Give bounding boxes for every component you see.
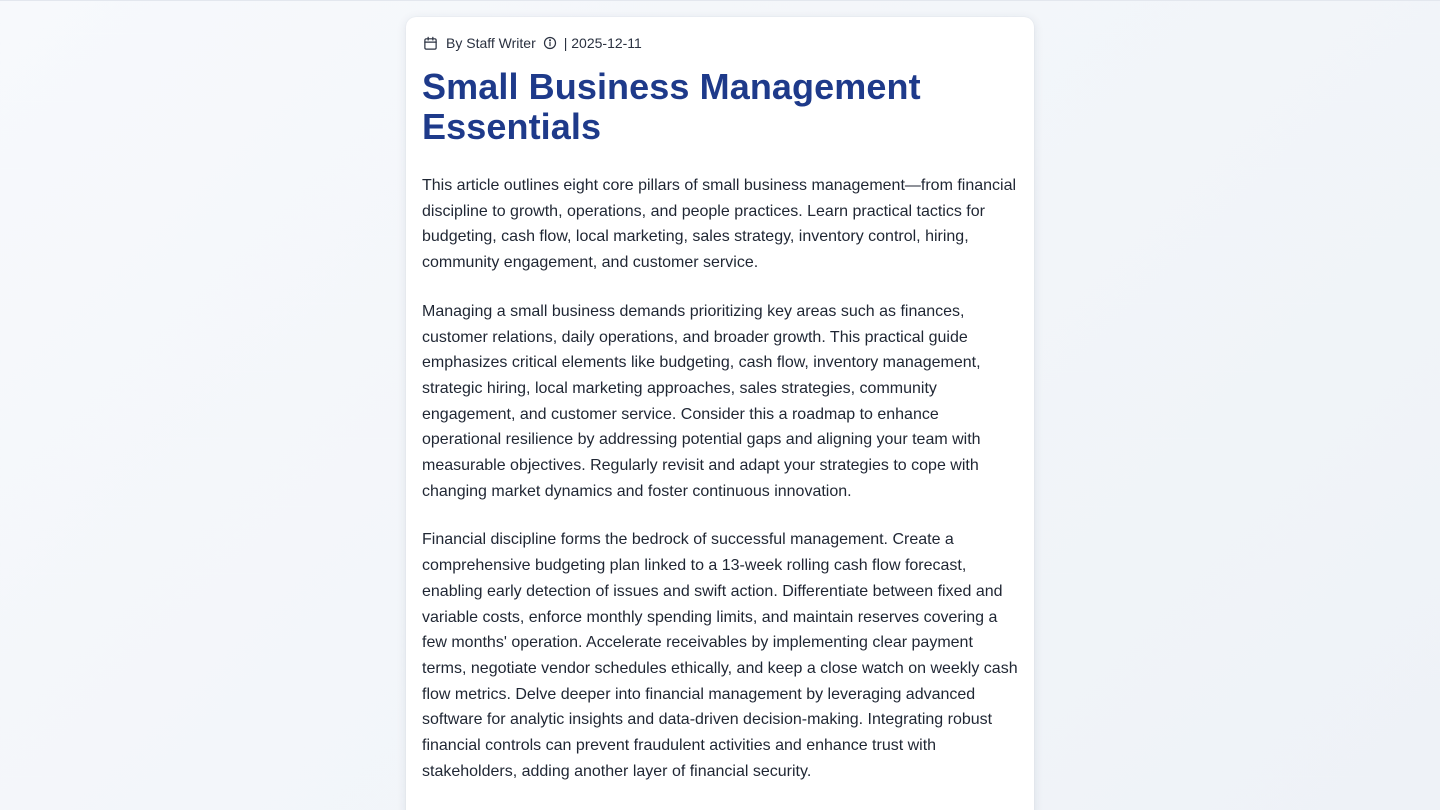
calendar-icon [422, 35, 438, 51]
article-paragraph: This article outlines eight core pillars of small business management—from financial discipline to growth, operations, and people practices. Learn practical tactics for budgeting, cash flow, local marketing, sales strategy, inventory control, hiring, community engagement, and customer service. [422, 177, 1017, 272]
top-divider [0, 0, 1440, 1]
article-meta [422, 33, 1018, 53]
article-paragraph: Financial discipline forms the bedrock of successful management. Create a comprehensive budgeting plan linked to a 13-week rolling cash flow forecast, enabling early detection of issues and swift action. Differentiate between fixed and variable costs, enforce monthly spending limits, and maintain reserves covering a few months' operation. Accelerate receivables by implementing clear payment terms, negotiate vendor schedules ethically, and keep a close watch on weekly cash flow metrics. Delve deeper into financial management by leveraging advanced software for analytic insights and data-driven decision-making. Integrating robust financial controls can prevent fraudulent activities and enhance trust with stakeholders, adding another layer of financial security. [422, 531, 1018, 780]
article-title: Small Business Management Essentials [422, 66, 921, 147]
article-date: | 2025-12-11 [563, 35, 642, 51]
info-icon [542, 35, 558, 51]
article-body [422, 173, 1018, 784]
article-card [406, 17, 1034, 810]
article-byline: By Staff Writer [446, 35, 536, 51]
article-paragraph: Managing a small business demands prioritizing key areas such as finances, customer relations, daily operations, and broader growth. This practical guide emphasizes critical elements like budgeting, cash flow, inventory management, strategic hiring, local marketing approaches, sales strategies, community engagement, and customer service. Consider this a roadmap to enhance operational resilience by addressing potential gaps and aligning your team with measurable objectives. Regularly revisit and adapt your strategies to cope with changing market dynamics and foster continuous innovation. [422, 302, 981, 500]
